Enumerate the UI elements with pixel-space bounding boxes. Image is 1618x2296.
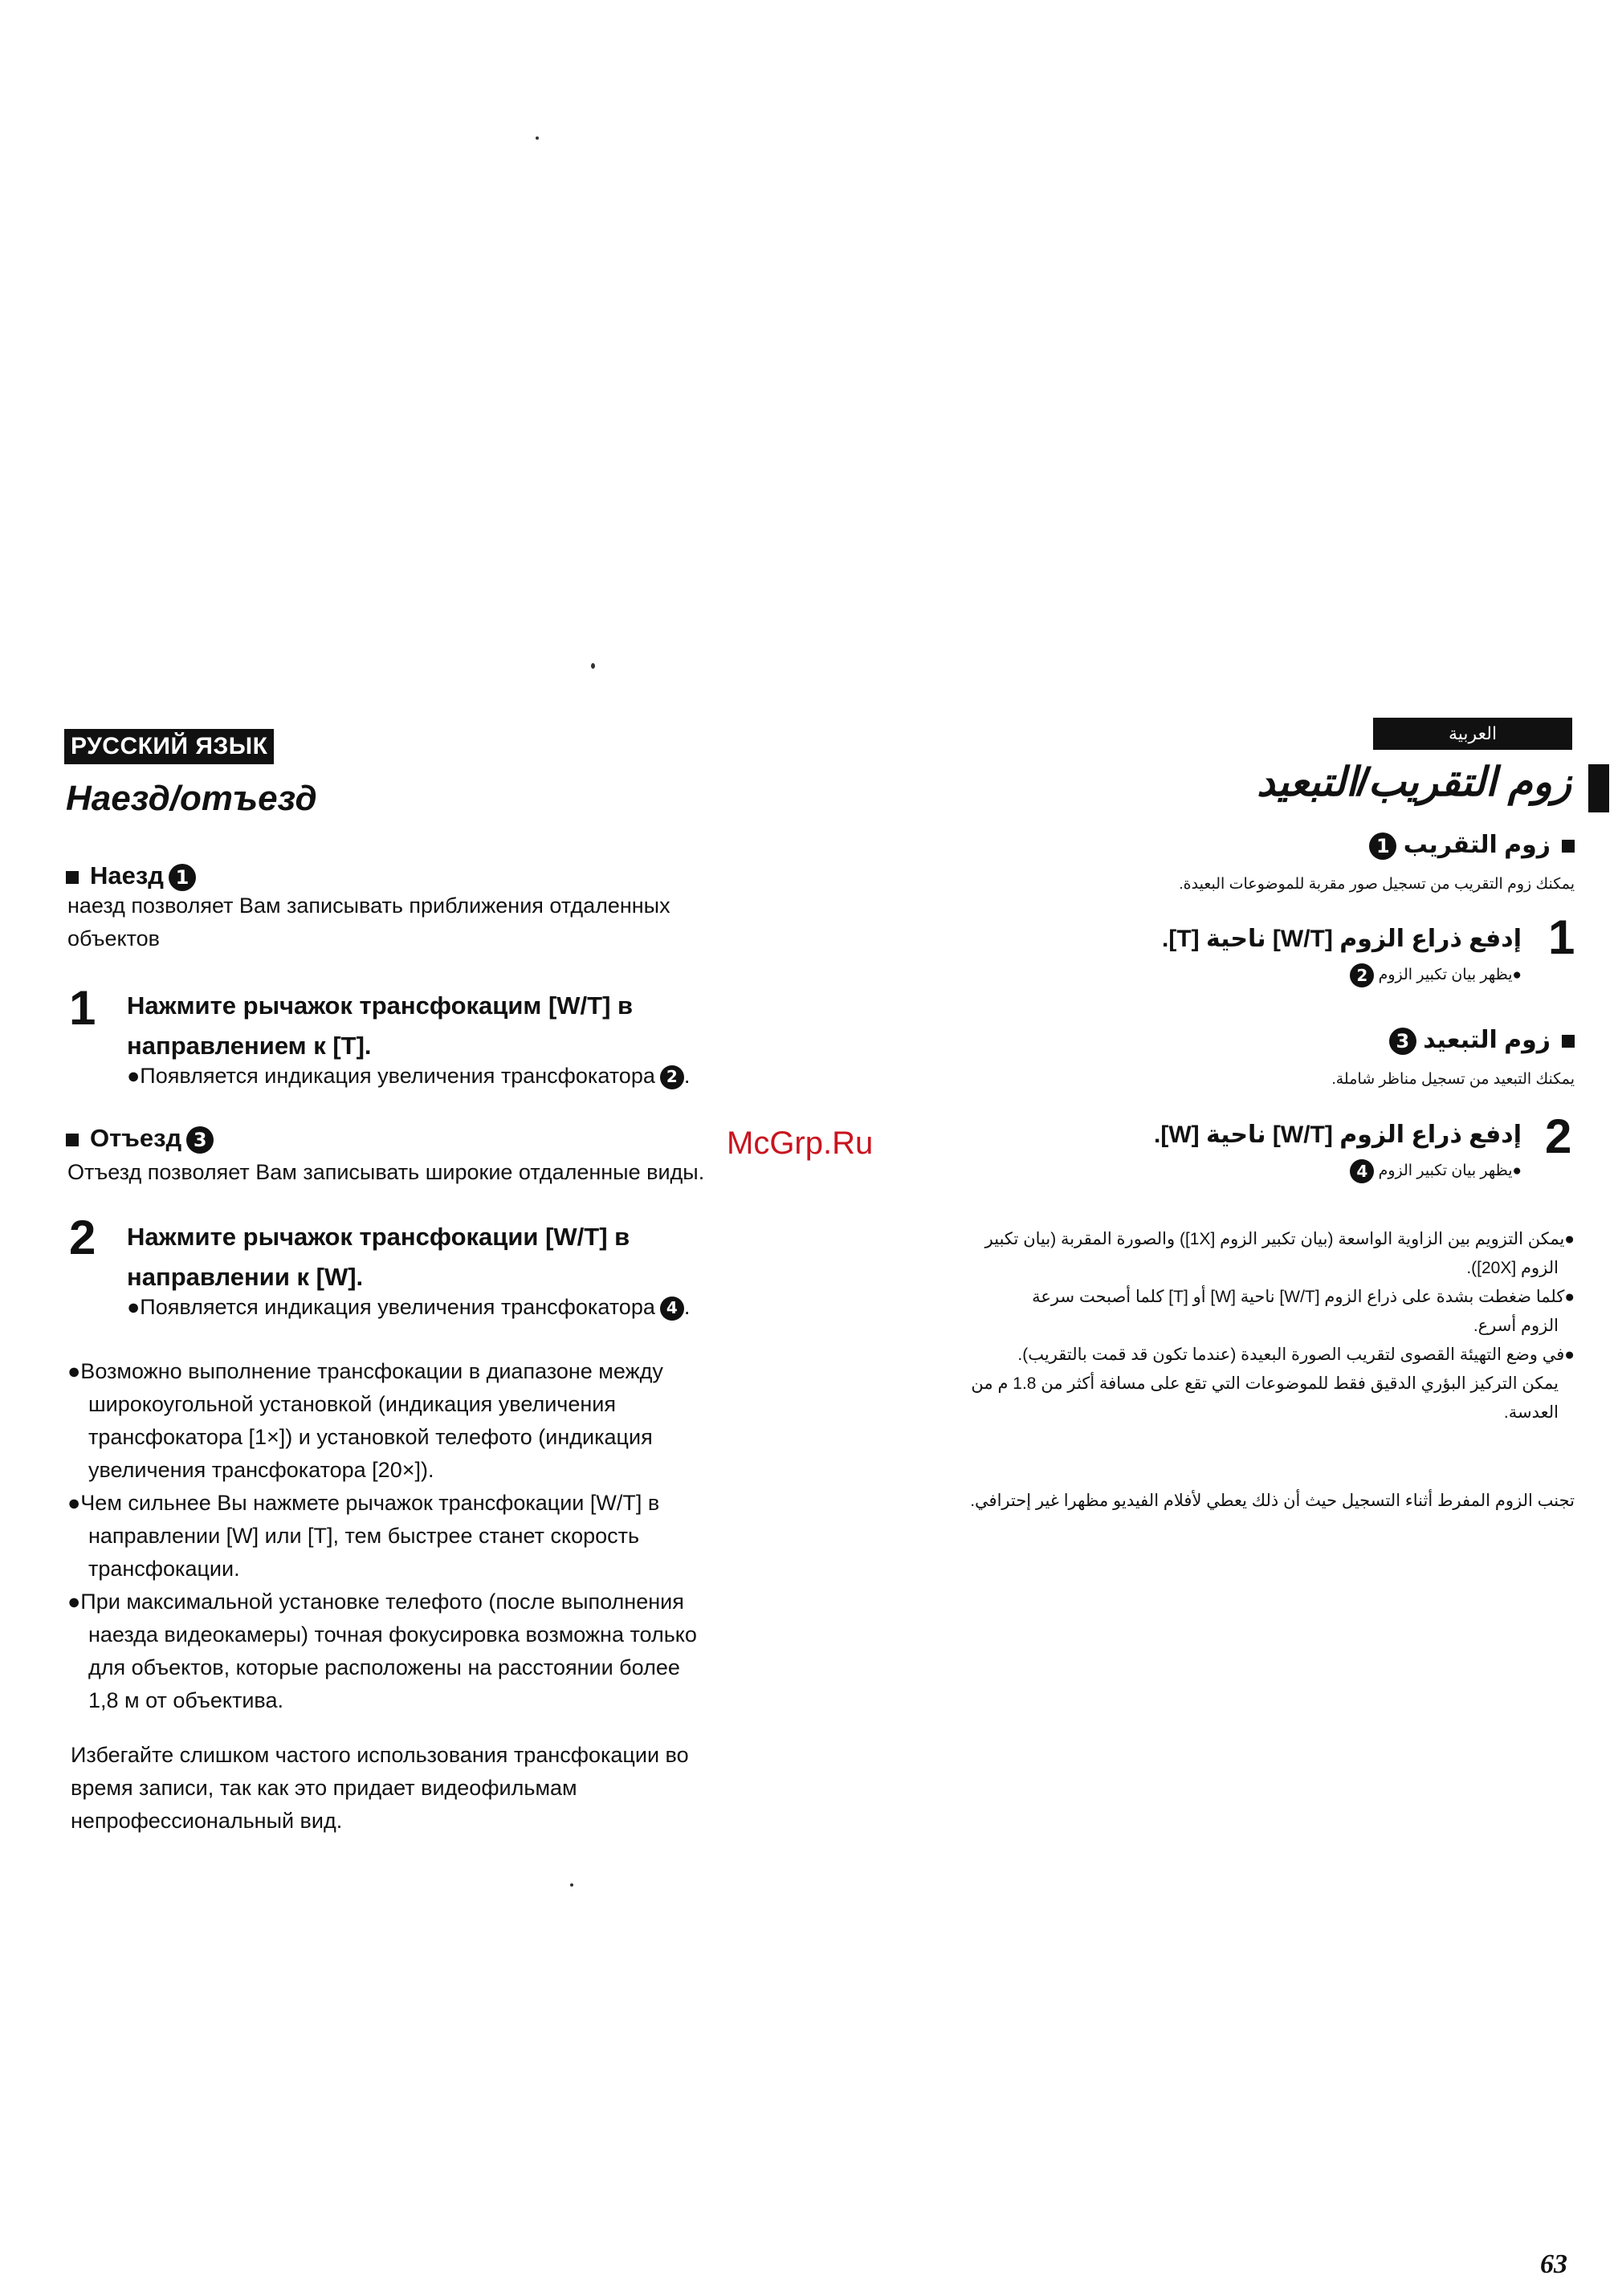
scan-speck xyxy=(570,1883,573,1887)
arabic-zoom-in-description: يمكنك زوم التقريب من تسجيل صور مقربة للموضوعات البعيدة. xyxy=(1179,876,1575,893)
arabic-notes-list xyxy=(876,1225,1575,1427)
note-item: ●Чем сильнее Вы нажмете рычажок трансфокации [W/T] в направлении [W] или [T], тем быстрее станет скорость трансфокации. xyxy=(67,1491,660,1581)
marker-1-icon: 1 xyxy=(1369,833,1396,860)
square-bullet-icon xyxy=(1562,840,1575,853)
step-1-number: 1 xyxy=(69,981,96,1035)
step-2-bullet: ●Появляется индикация увеличения трансфокатора 4 . xyxy=(127,1295,691,1319)
arabic-page-title: زوم التقريب/التبعيد xyxy=(1257,759,1571,804)
arabic-language-badge: العربية xyxy=(1373,718,1572,750)
note-item: ●При максимальной установке телефото (после выполнения наезда видеокамеры) точная фокусировка возможна только для объектов, которые расположены на расстоянии более 1,8 м от объектива. xyxy=(67,1590,697,1712)
arabic-zoom-in-heading: زوم التقريب 1 xyxy=(1364,831,1575,860)
arabic-step-1-number: 1 xyxy=(1548,910,1575,964)
zoom-in-description: наезд позволяет Вам записывать приближения отдаленных объектов xyxy=(67,894,670,951)
arabic-step-1-text: إدفع ذراع الزوم [W/T] ناحية [T]. xyxy=(1162,926,1522,952)
marker-3-icon: 3 xyxy=(1389,1028,1416,1055)
marker-2-icon: 2 xyxy=(1350,963,1374,987)
note-item: ●كلما ضغطت بشدة على ذراع الزوم [W/T] ناحية [W] أو [T] كلما أصبحت سرعة الزوم أسرع. xyxy=(1032,1288,1575,1335)
square-bullet-icon xyxy=(66,1134,79,1146)
square-bullet-icon xyxy=(1562,1035,1575,1048)
note-item: ●Возможно выполнение трансфокации в диапазоне между широкоугольной установкой (индикация увеличения трансфокатора [1×]) и установкой телефото (индикация увеличения трансфокатора [20×]). xyxy=(67,1359,663,1482)
arabic-step-2-number: 2 xyxy=(1545,1109,1572,1163)
warning-note: Избегайте слишком частого использования трансфокации во время записи, так как это придает видеофильмам непрофессиональный вид. xyxy=(71,1743,689,1833)
zoom-out-description: Отъезд позволяет Вам записывать широкие отдаленные виды. xyxy=(67,1160,705,1184)
russian-page-title: Наезд/отъезд xyxy=(66,779,317,818)
page-edge-tab xyxy=(1588,764,1609,812)
arabic-zoom-out-description: يمكنك التبعيد من تسجيل مناظر شاملة. xyxy=(1331,1071,1575,1088)
page-number: 63 xyxy=(1540,2249,1567,2279)
step-2-text: Нажмите рычажок трансфокации [W/T] в направлении к [W]. xyxy=(127,1223,630,1291)
step-2-number: 2 xyxy=(69,1211,96,1264)
zoom-in-heading: Наезд 1 xyxy=(66,861,196,891)
marker-2-icon: 2 xyxy=(660,1065,684,1089)
marker-1-icon: 1 xyxy=(169,864,196,891)
arabic-warning-note: تجنب الزوم المفرط أثناء التسجيل حيث أن ذلك يعطي لأفلام الفيديو مظهرا غير إحترافي. xyxy=(970,1492,1575,1510)
square-bullet-icon xyxy=(66,871,79,884)
step-1-text: Нажмите рычажок трансфокацим [W/T] в направлением к [T]. xyxy=(127,991,634,1060)
note-item: ●في وضع التهيئة القصوى لتقريب الصورة البعيدة (عندما تكون قد قمت بالتقريب). يمكن التركيز البؤري الدقيق فقط للموضوعات التي تقع على مسافة أكثر من 1.8 م من العدسة. xyxy=(971,1345,1575,1422)
arabic-step-2-text: إدفع ذراع الزوم [W/T] ناحية [W]. xyxy=(1154,1122,1522,1148)
scan-speck xyxy=(536,136,539,140)
marker-3-icon: 3 xyxy=(186,1126,214,1154)
notes-list xyxy=(67,1355,838,1717)
marker-4-icon: 4 xyxy=(660,1297,684,1321)
zoom-out-heading: Отъезд 3 xyxy=(66,1124,214,1154)
watermark-text: McGrp.Ru xyxy=(727,1126,874,1161)
step-1-bullet: ●Появляется индикация увеличения трансфокатора 2 . xyxy=(127,1064,691,1088)
note-item: ●يمكن التزويم بين الزاوية الواسعة (بيان تكبير الزوم [1X]) والصورة المقربة (بيان تكبير الزوم [20X]). xyxy=(984,1230,1575,1277)
marker-4-icon: 4 xyxy=(1350,1159,1374,1183)
russian-language-badge: РУССКИЙ ЯЗЫК xyxy=(64,729,274,764)
arabic-zoom-out-heading: زوم التبعيد 3 xyxy=(1384,1026,1575,1055)
arabic-step-1-bullet: ●يظهر بيان تكبير الزوم 2 xyxy=(1345,963,1522,987)
scan-speck xyxy=(591,663,595,669)
arabic-step-2-bullet: ●يظهر بيان تكبير الزوم 4 xyxy=(1345,1159,1522,1183)
